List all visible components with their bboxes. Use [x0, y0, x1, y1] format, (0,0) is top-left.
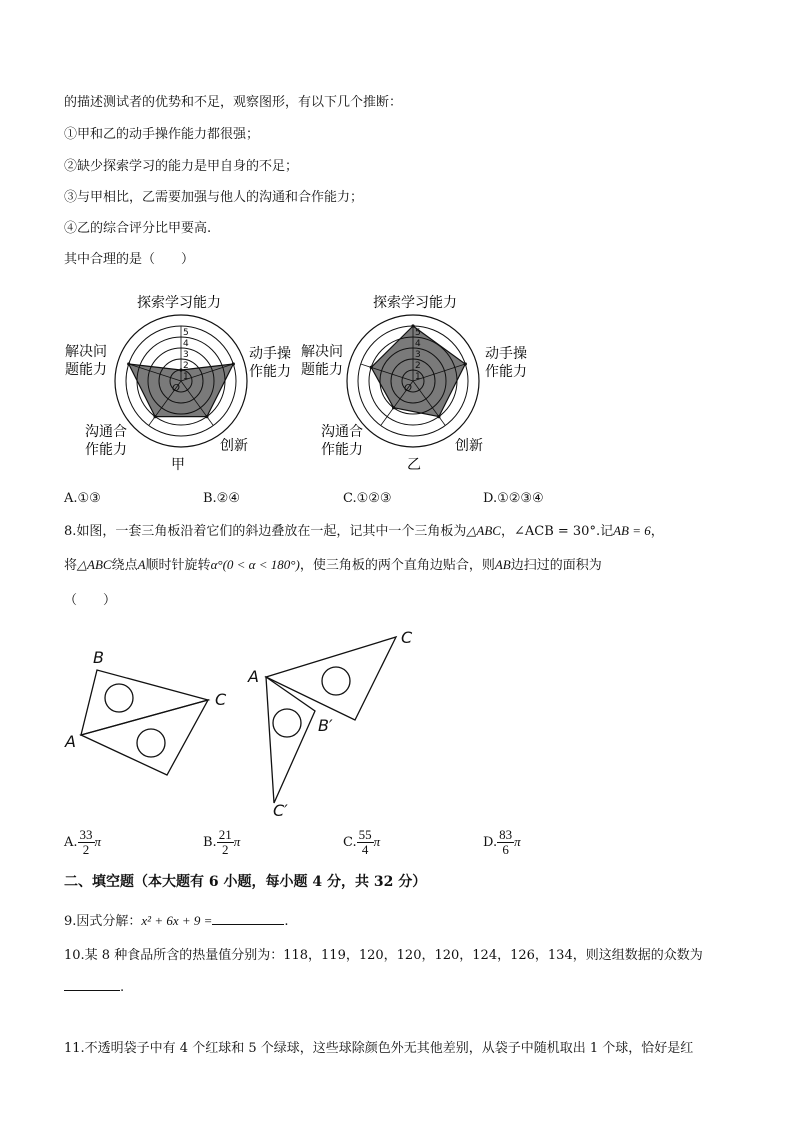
q9-suffix: . — [284, 914, 289, 929]
radar-tick-2: 2 — [183, 361, 189, 371]
q8-option-a[interactable] — [64, 828, 101, 857]
q7-item-3: ③与甲相比，乙需要加强与他人的沟通和合作能力； — [64, 190, 364, 205]
radar-origin-label: O — [404, 383, 412, 394]
radar-tick-1: 1 — [183, 372, 189, 382]
q7-item-2: ②缺少探索学习的能力是甲自身的不足； — [64, 159, 299, 174]
q7-item-1: ①甲和乙的动手操作能力都很强； — [64, 127, 260, 142]
radar-tick-1: 1 — [415, 372, 421, 382]
q8-option-d[interactable] — [483, 828, 521, 857]
q8-point-a: A — [137, 557, 146, 572]
q8-option-d-num: 83 — [499, 827, 513, 842]
left-circle-top — [105, 684, 133, 712]
q10-answer-line — [64, 978, 124, 997]
right-circle-bottom — [273, 709, 301, 737]
q8-option-d-den: 6 — [502, 842, 509, 857]
radar-point-3 — [154, 415, 157, 418]
radar1-label-solve-2: 题能力 — [65, 362, 107, 378]
radar1-title: 甲 — [171, 457, 185, 473]
radar-point-1 — [232, 362, 235, 365]
q7-option-c[interactable]: C.①②③ — [343, 491, 392, 506]
q8-edge-ab: AB — [494, 557, 511, 572]
radar-point-3 — [392, 406, 395, 409]
radar2-label-hands-on-1: 动手操 — [485, 346, 527, 362]
triangle-figure — [55, 625, 435, 820]
left-circle-bottom — [137, 729, 165, 757]
radar-tick-4: 4 — [183, 339, 189, 349]
q8-option-d-frac — [497, 828, 514, 857]
q8-option-d-label: D. — [483, 835, 498, 850]
radar2-label-solve-2: 题能力 — [301, 362, 343, 378]
radar1-label-solve-1: 解决问 — [65, 344, 107, 360]
radar-figure — [55, 285, 555, 480]
q7-option-d[interactable]: D.①②③④ — [483, 491, 544, 506]
q7-option-a[interactable]: A.①③ — [64, 491, 101, 506]
radar-origin-label: O — [172, 383, 180, 394]
q10-answer-blank[interactable] — [64, 978, 120, 991]
radar-tick-3: 3 — [183, 350, 189, 360]
q8-angle-acb: ，∠ACB = 30°.记 — [500, 524, 614, 539]
q8-option-b-pi: π — [233, 834, 241, 849]
q8-option-c-den: 4 — [361, 842, 369, 857]
label-c-prime: C′ — [273, 801, 288, 820]
radar1-label-hands-on-2: 作能力 — [249, 364, 291, 380]
radar-point-2 — [437, 415, 440, 418]
radar1-label-comm-1: 沟通合 — [85, 424, 127, 440]
q8-option-a-den: 2 — [82, 842, 90, 857]
q8-rotation-angle: α°(0 < α < 180°) — [210, 557, 300, 572]
radar2-label-innovation: 创新 — [455, 438, 483, 454]
radar-tick-4: 4 — [415, 339, 421, 349]
q8-text-2d: 顺时针旋转 — [145, 558, 211, 573]
q8-text-2f: ，使三角板的两个直角边贴合，则 — [299, 558, 495, 573]
q8-text-2b: 绕点 — [111, 558, 138, 573]
right-triangle-bottom — [266, 677, 315, 803]
radar-point-1 — [464, 362, 467, 365]
radar2-title: 乙 — [407, 457, 421, 473]
right-circle-top — [322, 667, 350, 695]
radar1-label-explore: 探索学习能力 — [137, 295, 221, 311]
radar-tick-5: 5 — [415, 328, 421, 338]
q7-option-b[interactable]: B.②④ — [203, 491, 240, 506]
label-c2: C — [401, 628, 413, 647]
q8-option-a-pi: π — [94, 834, 102, 849]
label-b: B — [93, 648, 104, 667]
radar-chart-yi — [347, 315, 479, 447]
q8-triangle-abc-2: △ABC — [77, 557, 112, 572]
radar2-label-comm-2: 作能力 — [321, 442, 363, 458]
q10-text: 10.某 8 种食品所含的热量值分别为：118，119，120，120，120，124，126，134，则这组数据的众数为 — [64, 948, 703, 963]
radar2-label-comm-1: 沟通合 — [321, 424, 363, 440]
radar1-label-hands-on-1: 动手操 — [249, 346, 291, 362]
q8-ab-length: AB = 6 — [613, 523, 651, 538]
q8-triangle-abc: △ABC — [466, 523, 501, 538]
q8-line-2 — [64, 556, 602, 575]
label-a2: A — [248, 667, 259, 686]
radar-tick-5: 5 — [183, 328, 189, 338]
label-a: A — [65, 732, 76, 751]
q8-line-1 — [64, 522, 664, 541]
q8-option-b-den: 2 — [221, 842, 229, 857]
left-triangle-bottom — [81, 700, 208, 775]
q8-option-a-frac — [78, 828, 95, 857]
q9-answer-blank[interactable] — [212, 912, 284, 925]
label-c: C — [215, 690, 227, 709]
section-title: 二、填空题（本大题有 6 小题，每小题 4 分，共 32 分） — [64, 874, 427, 890]
radar-point-2 — [205, 415, 208, 418]
q8-option-c-label: C. — [343, 835, 357, 850]
q8-option-c[interactable] — [343, 828, 380, 857]
q8-option-b-num: 21 — [218, 827, 232, 842]
radar-tick-2: 2 — [415, 361, 421, 371]
right-triangle-top — [266, 637, 396, 720]
radar2-label-solve-1: 解决问 — [301, 344, 343, 360]
radar2-label-hands-on-2: 作能力 — [485, 364, 527, 380]
q7-intro: 的描述测试者的优势和不足，观察图形，有以下几个推断： — [64, 95, 403, 110]
label-b-prime: B′ — [318, 716, 333, 735]
q8-option-c-num: 55 — [358, 827, 372, 842]
radar1-label-innovation: 创新 — [220, 438, 248, 454]
q8-option-b-frac — [217, 828, 234, 857]
q8-text-2a: 将 — [64, 558, 78, 573]
q11-text: 11.不透明袋子中有 4 个红球和 5 个绿球，这些球除颜色外无其他差别，从袋子中随机取出 1 个球，恰好是红 — [64, 1041, 694, 1056]
q8-option-d-pi: π — [514, 834, 521, 849]
q8-text-2h: 边扫过的面积为 — [510, 558, 602, 573]
q10-suffix: . — [120, 980, 125, 995]
radar2-label-explore: 探索学习能力 — [373, 295, 457, 311]
radar-chart-jia — [115, 315, 247, 447]
q8-option-c-frac — [357, 828, 374, 857]
q8-option-a-label: A. — [64, 835, 78, 850]
q8-text-1a: 8.如图，一套三角板沿着它们的斜边叠放在一起，记其中一个三角板为 — [64, 524, 467, 539]
radar-tick-3: 3 — [415, 350, 421, 360]
q8-option-c-pi: π — [373, 834, 381, 849]
q8-line-3: （ ） — [64, 593, 117, 608]
q9 — [64, 912, 289, 931]
left-triangle-top — [81, 670, 208, 735]
q9-prefix: 9.因式分解： — [64, 914, 142, 929]
radar-point-4 — [370, 366, 373, 369]
radar1-label-comm-2: 作能力 — [85, 442, 127, 458]
radar-point-4 — [127, 362, 130, 365]
q7-question: 其中合理的是（ ） — [64, 252, 195, 267]
q7-item-4: ④乙的综合评分比甲要高. — [64, 221, 212, 236]
q8-option-b-label: B. — [203, 835, 217, 850]
q8-option-a-num: 33 — [79, 827, 93, 842]
q8-option-b[interactable] — [203, 828, 240, 857]
q8-comma: ， — [650, 524, 664, 539]
q9-expression: x² + 6x + 9 = — [141, 913, 213, 928]
